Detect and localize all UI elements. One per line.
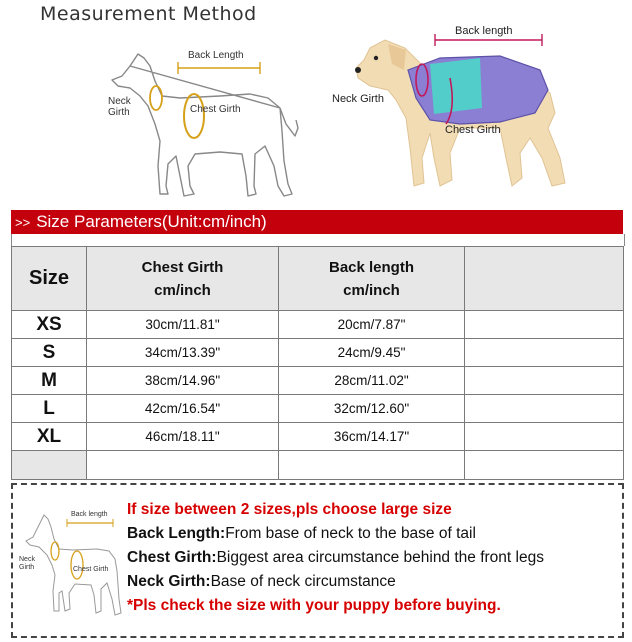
double-arrow-icon: >> — [15, 215, 31, 230]
chest-cell: 38cm/14.96" — [87, 367, 279, 395]
empty-cell — [465, 451, 624, 480]
banner-text: Size Parameters(Unit:cm/inch) — [36, 212, 267, 231]
back-cell: 28cm/11.02" — [279, 367, 465, 395]
banner-spacer — [11, 234, 625, 246]
note-neck-girth-text: Base of neck circumstance — [210, 573, 396, 590]
empty-cell — [465, 395, 624, 423]
table-header-row — [12, 247, 624, 311]
note-size-advice: If size between 2 sizes,pls choose large size — [127, 501, 452, 518]
header-chest-label: Chest Girth — [141, 258, 224, 276]
note-chest-girth-text: Biggest area circumstance behind the front legs — [216, 549, 544, 566]
chest-cell: 42cm/16.54" — [87, 395, 279, 423]
chest-girth-ring — [184, 94, 204, 138]
chest-cell: 34cm/13.39" — [87, 339, 279, 367]
notes-box — [11, 483, 624, 638]
empty-cell — [465, 311, 624, 339]
back-cell: 36cm/14.17" — [279, 423, 465, 451]
empty-cell — [12, 451, 87, 480]
note-neck-girth-label: Neck Girth: — [127, 573, 211, 590]
header-size: Size — [12, 247, 87, 311]
table-row — [12, 367, 624, 395]
table-row — [12, 423, 624, 451]
dog-measurement-diagram-left — [100, 36, 315, 206]
header-chest-girth — [87, 247, 279, 311]
note-chest-girth — [127, 549, 544, 567]
neck-girth-label: Neck — [108, 96, 131, 107]
neck-girth-label-right: Neck Girth — [332, 93, 384, 105]
dog-vest-photo-right — [330, 18, 580, 193]
back-length-label-right: Back length — [455, 25, 513, 37]
back-length-label-small: Back length — [71, 511, 108, 518]
chest-girth-label-right: Chest Girth — [445, 124, 501, 136]
note-back-length — [127, 525, 476, 543]
header-chest-unit: cm/inch — [154, 281, 211, 299]
table-row-blank — [12, 451, 624, 480]
table-row — [12, 339, 624, 367]
chest-girth-label: Chest Girth — [190, 104, 241, 115]
neck-girth-ring — [150, 86, 162, 110]
note-check-size: *Pls check the size with your puppy before buying. — [127, 597, 501, 614]
size-cell: S — [12, 339, 87, 367]
note-chest-girth-label: Chest Girth: — [127, 549, 217, 566]
back-length-label: Back Length — [188, 50, 244, 61]
note-back-length-label: Back Length: — [127, 525, 226, 542]
note-back-length-text: From base of neck to the base of tail — [225, 525, 476, 542]
header-back-label: Back length — [328, 258, 415, 276]
page-title: Measurement Method — [40, 3, 257, 25]
neck-girth-label-2: Girth — [108, 107, 130, 118]
size-table — [11, 246, 624, 480]
size-cell: L — [12, 395, 87, 423]
table-row — [12, 395, 624, 423]
girth-label-small: Girth — [19, 564, 35, 571]
neck-label-small: Neck — [19, 556, 35, 563]
empty-cell — [465, 339, 624, 367]
empty-cell — [465, 423, 624, 451]
back-cell: 24cm/9.45" — [279, 339, 465, 367]
chest-girth-label-small: Chest Girth — [73, 566, 109, 573]
back-cell: 20cm/7.87" — [279, 311, 465, 339]
size-parameters-banner — [11, 210, 623, 234]
table-row — [12, 311, 624, 339]
chest-cell: 30cm/11.81" — [87, 311, 279, 339]
size-cell: XL — [12, 423, 87, 451]
header-back-unit: cm/inch — [343, 281, 400, 299]
empty-cell — [465, 367, 624, 395]
note-neck-girth — [127, 573, 396, 591]
header-back-length — [279, 247, 465, 311]
header-empty — [465, 247, 624, 311]
empty-cell — [87, 451, 279, 480]
empty-cell — [279, 451, 465, 480]
back-cell: 32cm/12.60" — [279, 395, 465, 423]
size-cell: M — [12, 367, 87, 395]
dog-measurement-diagram-small — [17, 499, 123, 624]
chest-cell: 46cm/18.11" — [87, 423, 279, 451]
size-cell: XS — [12, 311, 87, 339]
